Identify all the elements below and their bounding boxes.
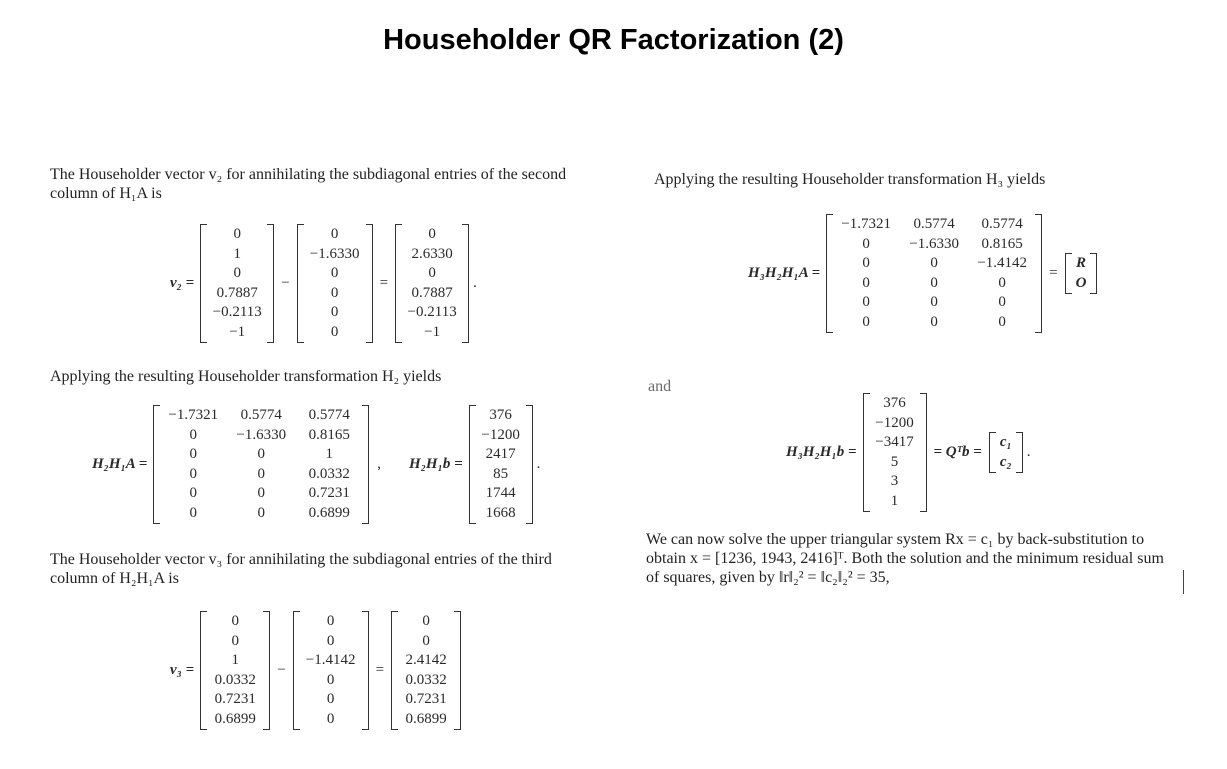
- h2a-cell-5-1: 0: [189, 485, 198, 502]
- h2a-cell-4-3: 0.0332: [308, 465, 350, 482]
- v3-intro-line-2: column of H₂H₁A is: [50, 570, 179, 587]
- back-sub-line-2: obtain x = [1236, 1943, 2416]ᵀ. Both the solution and the minimum residual sum: [646, 550, 1164, 567]
- h3b-entry-2: −1200: [875, 414, 914, 431]
- h2a-label: H₂H₁A =: [92, 456, 148, 472]
- v3b-entry-2: 0: [326, 632, 335, 649]
- v3-vector-b: [293, 611, 369, 730]
- v2c-entry-3: 0: [428, 265, 436, 282]
- h2a-cell-1-3: 0.5774: [308, 407, 350, 424]
- h3a-cell-2-3: 0.8165: [981, 235, 1023, 252]
- h3a-cell-3-2: 0: [930, 255, 938, 272]
- h3a-cell-5-1: 0: [862, 294, 870, 311]
- v3-equation: [170, 611, 461, 730]
- v3c-entry-6: 0.6899: [405, 710, 447, 727]
- h2a-cell-6-3: 0.6899: [308, 504, 350, 521]
- h2a-cell-2-1: 0: [189, 426, 198, 443]
- v2-vector-a: [200, 224, 274, 343]
- qtb-label: = Qᵀb =: [933, 444, 982, 460]
- paragraph-back-substitution: [646, 530, 1216, 587]
- h2a-cell-5-2: 0: [257, 485, 266, 502]
- v2b-entry-6: 0: [330, 323, 339, 340]
- v2c-entry-1: 0: [428, 226, 436, 243]
- paragraph-h2-applying: Applying the resulting Householder transformation H₂ yields: [50, 368, 442, 385]
- h3b-label: H₃H₂H₁b =: [786, 444, 857, 460]
- h3a-cell-4-2: 0: [930, 274, 938, 291]
- v3a-entry-2: 0: [231, 632, 239, 649]
- v3a-entry-5: 0.7231: [214, 691, 256, 708]
- h3b-entry-5: 3: [890, 473, 899, 490]
- h3a-cell-1-2: 0.5774: [913, 216, 955, 233]
- h3a-matrix: [826, 214, 1042, 333]
- v2a-entry-1: 0: [233, 226, 241, 243]
- h3b-equation: H₃H₂H₁b = 376 −1200 −3417 5 3 1 = Qᵀb = c₁ c₂ .: [786, 393, 1031, 512]
- v2-vector-c: [395, 224, 469, 343]
- h2b-entry-3: 2417: [485, 446, 516, 463]
- h2a-equation: H₂H₁A = −1.7321 0.5774 0.5774 0 −1.6330 0.8165 0 0 1 0 0 0.0332 0 0 0.7231 0 0 0.6899 , H₂H₁b = 376 −1200 2417 85 1744 1668 .: [92, 405, 540, 524]
- h2a-cell-2-3: 0.8165: [308, 426, 350, 443]
- h2b-entry-6: 1668: [485, 504, 516, 521]
- v2c-entry-4: 0.7887: [411, 284, 453, 301]
- v2-minus-sign: −: [281, 275, 290, 291]
- v2-intro-line-2: column of H₁A is: [50, 185, 162, 202]
- v2a-entry-4: 0.7887: [216, 284, 258, 301]
- v2a-entry-5: −0.2113: [212, 304, 262, 321]
- h2a-matrix: [153, 405, 369, 524]
- h2a-cell-2-2: −1.6330: [236, 426, 287, 443]
- h2b-entry-4: 85: [493, 465, 509, 482]
- ro-entry-1: R: [1076, 255, 1087, 272]
- h3a-cell-1-1: −1.7321: [841, 216, 892, 233]
- h2a-cell-3-1: 0: [189, 446, 198, 463]
- h2b-entry-5: 1744: [485, 485, 516, 502]
- v3a-entry-1: 0: [231, 613, 239, 630]
- c-block-vector: [989, 432, 1023, 473]
- paragraph-h3-applying: Applying the resulting Householder transformation H₃ yields: [654, 171, 1046, 188]
- v3-equals-sign: =: [375, 662, 385, 678]
- h3a-equation: [748, 214, 1097, 333]
- v2a-entry-2: 1: [233, 245, 241, 262]
- v3a-entry-6: 0.6899: [214, 710, 256, 727]
- v3-intro-line-1: The Householder vector v₃ for annihilating the subdiagonal entries of the third: [50, 551, 552, 568]
- h3a-equals-sign: =: [1049, 265, 1058, 281]
- h2a-cell-3-2: 0: [257, 446, 266, 463]
- h3b-entry-4: 5: [890, 453, 899, 470]
- v2-label: v₂ =: [170, 275, 195, 291]
- back-sub-line-1: We can now solve the upper triangular system Rx = c₁ by back-substitution to: [646, 531, 1145, 548]
- h3a-cell-3-3: −1.4142: [977, 255, 1028, 272]
- h2a-cell-5-3: 0.7231: [308, 485, 350, 502]
- v2c-entry-5: −0.2113: [407, 304, 457, 321]
- v3b-entry-4: 0: [326, 671, 335, 688]
- and-connector: and: [648, 378, 672, 395]
- h2b-entry-2: −1200: [481, 426, 520, 443]
- text-cursor: [1183, 570, 1184, 594]
- v3-vector-c: [391, 611, 461, 730]
- v3b-entry-1: 0: [326, 613, 335, 630]
- h3a-cell-6-2: 0: [930, 313, 938, 330]
- h3a-cell-4-1: 0: [862, 274, 870, 291]
- h3a-cell-4-3: 0: [998, 274, 1006, 291]
- h3b-entry-3: −3417: [875, 434, 914, 451]
- h3b-entry-6: 1: [890, 492, 899, 509]
- h2a-cell-1-1: −1.7321: [168, 407, 219, 424]
- v3-label: v₃ =: [170, 662, 195, 678]
- v2b-entry-3: 0: [330, 265, 339, 282]
- v3b-entry-5: 0: [326, 691, 335, 708]
- v3-minus-sign: −: [277, 662, 286, 678]
- h2a-cell-6-2: 0: [257, 504, 266, 521]
- h2a-cell-4-1: 0: [189, 465, 198, 482]
- h3b-vector: [863, 393, 927, 512]
- h3a-cell-2-1: 0: [862, 235, 870, 252]
- h2a-cell-3-3: 1: [325, 446, 334, 463]
- slide-title: Householder QR Factorization (2): [383, 24, 844, 56]
- h2a-cell-1-2: 0.5774: [240, 407, 282, 424]
- h2b-label: H₂H₁b =: [409, 456, 463, 472]
- back-sub-line-3: of squares, given by ‖r‖₂² = ‖c₂‖₂² = 35,: [646, 569, 890, 586]
- h3a-cell-5-2: 0: [930, 294, 938, 311]
- v2-equals-sign: =: [379, 275, 389, 291]
- v3a-entry-4: 0.0332: [214, 671, 256, 688]
- v3b-entry-6: 0: [326, 710, 335, 727]
- h3a-cell-2-2: −1.6330: [909, 235, 960, 252]
- h2b-entry-1: 376: [489, 407, 512, 424]
- v2a-entry-6: −1: [229, 323, 246, 340]
- v2-vector-b: [297, 224, 373, 343]
- v2b-entry-5: 0: [330, 304, 339, 321]
- v3a-entry-3: 1: [231, 652, 239, 669]
- ro-entry-2: O: [1075, 274, 1087, 291]
- v2b-entry-4: 0: [330, 284, 339, 301]
- v2a-entry-3: 0: [233, 265, 241, 282]
- h2b-vector: [469, 405, 533, 524]
- v3c-entry-4: 0.0332: [405, 671, 447, 688]
- v3-vector-a: [200, 611, 270, 730]
- h3a-label: H₃H₂H₁A =: [748, 265, 821, 281]
- v2b-entry-2: −1.6330: [309, 245, 360, 262]
- h3a-cell-5-3: 0: [998, 294, 1006, 311]
- v3c-entry-1: 0: [422, 613, 430, 630]
- v2-intro-line-1: The Householder vector v₂ for annihilating the subdiagonal entries of the second: [50, 166, 567, 183]
- c-entry-2: c₂: [999, 453, 1012, 470]
- v2c-entry-6: −1: [424, 323, 441, 340]
- v3b-entry-3: −1.4142: [305, 652, 356, 669]
- v3c-entry-2: 0: [422, 632, 430, 649]
- h3a-cell-1-3: 0.5774: [981, 216, 1023, 233]
- h3a-cell-6-1: 0: [862, 313, 870, 330]
- h3a-cell-6-3: 0: [998, 313, 1006, 330]
- h3a-cell-3-1: 0: [862, 255, 870, 272]
- paragraph-v2-intro: [50, 165, 630, 203]
- v2c-entry-2: 2.6330: [411, 245, 453, 262]
- h2a-cell-6-1: 0: [189, 504, 198, 521]
- v3c-entry-3: 2.4142: [405, 652, 447, 669]
- c-entry-1: c₁: [999, 434, 1012, 451]
- v3c-entry-5: 0.7231: [405, 691, 447, 708]
- v2-equation: v₂ = 0 1 0 0.7887 −0.2113 −1 − 0 −1.6330 0 0 0 0 = 0 2.6330 0 0.7887 −0.2113 −1 .: [170, 224, 477, 343]
- paragraph-v3-intro: [50, 550, 630, 588]
- ro-block-matrix: [1065, 253, 1098, 294]
- h2a-cell-4-2: 0: [257, 465, 266, 482]
- h3b-entry-1: 376: [883, 395, 906, 412]
- v2b-entry-1: 0: [330, 226, 339, 243]
